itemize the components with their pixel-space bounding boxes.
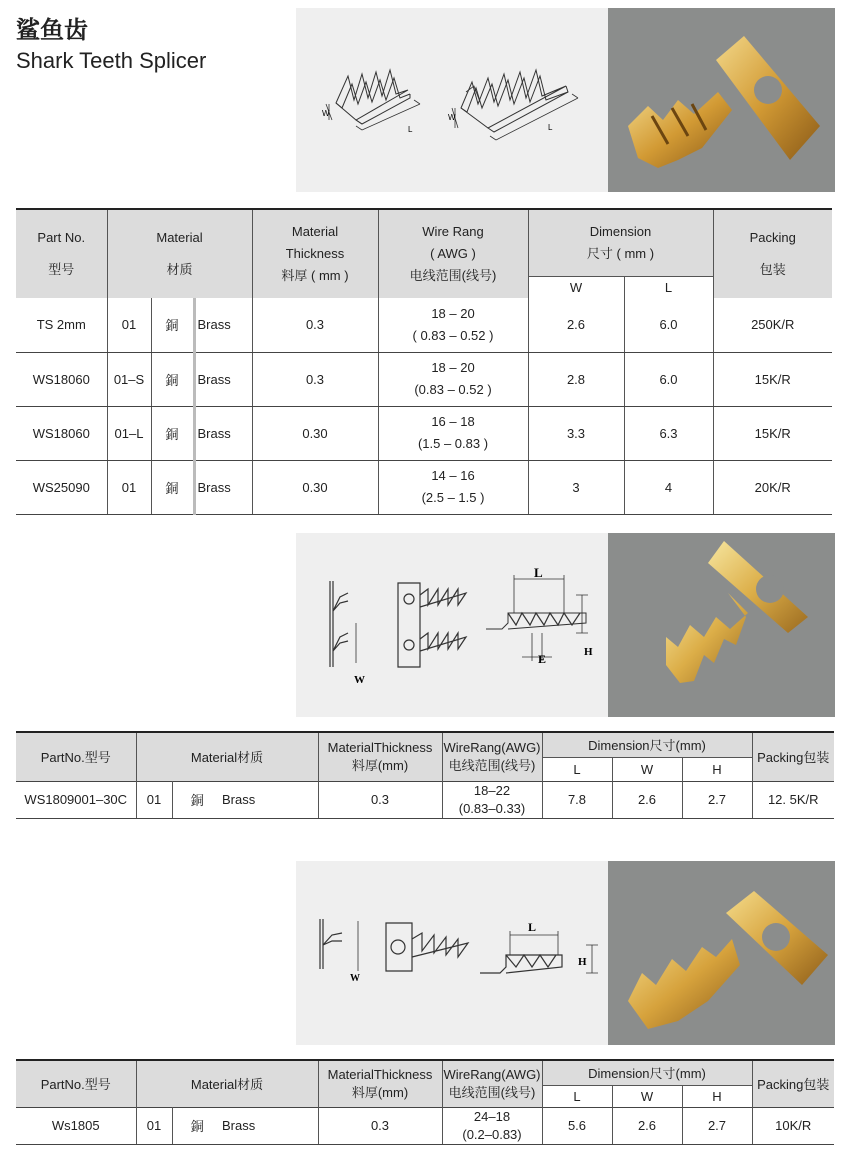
- wire-range: 18 – 20 (0.83 – 0.52 ): [378, 352, 528, 406]
- material-cn: 銅: [151, 298, 194, 352]
- dim-h: 2.7: [682, 1107, 752, 1144]
- material-cn: 銅: [172, 1107, 222, 1144]
- header-material: Material材质: [136, 733, 318, 781]
- header-thickness: MaterialThickness 料厚(mm): [318, 1061, 442, 1107]
- material-code: 01: [107, 460, 151, 514]
- header-dim-h: H: [682, 757, 752, 781]
- material-code: 01: [136, 1107, 172, 1144]
- thickness: 0.3: [252, 298, 378, 352]
- packing: 15K/R: [713, 406, 832, 460]
- header-material: Material 材质: [107, 210, 252, 298]
- wire-range: 18 – 20 ( 0.83 – 0.52 ): [378, 298, 528, 352]
- header-dimension: Dimension尺寸(mm): [542, 1061, 752, 1085]
- table-row: [16, 781, 834, 818]
- packing: 20K/R: [713, 460, 832, 514]
- material-cn: 銅: [151, 460, 194, 514]
- packing: 250K/R: [713, 298, 832, 352]
- wire-range: 14 – 16 (2.5 – 1.5 ): [378, 460, 528, 514]
- dim-l: 6.3: [624, 406, 713, 460]
- header-dimension: Dimension尺寸(mm): [542, 733, 752, 757]
- brass-splicer-image-3: [608, 861, 835, 1045]
- header-packing: Packing 包装: [713, 210, 832, 298]
- header-wire-range: Wire Rang ( AWG ) 电线范围(线号): [378, 210, 528, 298]
- dim-l: 6.0: [624, 298, 713, 352]
- material: Brass: [194, 298, 252, 352]
- part-no: WS18060: [16, 406, 107, 460]
- l-dimension-label: L: [408, 125, 413, 134]
- table-row: [16, 460, 832, 514]
- technical-drawing-1: [296, 8, 608, 192]
- thickness: 0.3: [318, 1107, 442, 1144]
- material-code: 01: [136, 781, 172, 818]
- material: Brass: [194, 352, 252, 406]
- wire-range: 18–22 (0.83–0.33): [442, 781, 542, 818]
- table-row: [16, 298, 832, 352]
- brass-splicer-image-1: [608, 8, 835, 192]
- page-title-cn: 鲨鱼齿: [16, 16, 88, 44]
- material-code: 01: [107, 298, 151, 352]
- product-photo-2: [608, 533, 835, 717]
- page-title: Shark Teeth Splicer: [16, 48, 207, 73]
- header-thickness: MaterialThickness 料厚(mm): [318, 733, 442, 781]
- technical-drawing-2: [296, 533, 608, 717]
- part-no: WS25090: [16, 460, 107, 514]
- splicer-line-drawing-1: [296, 8, 608, 192]
- header-dim-w: W: [612, 1085, 682, 1107]
- header-dim-h: H: [682, 1085, 752, 1107]
- part-no: TS 2mm: [16, 298, 107, 352]
- splicer-line-drawing-2: [296, 533, 608, 717]
- w-dimension-label: W: [354, 674, 365, 686]
- material-cn: 銅: [151, 352, 194, 406]
- thickness: 0.3: [318, 781, 442, 818]
- material-cn: 銅: [172, 781, 222, 818]
- dim-w: 3.3: [528, 406, 624, 460]
- part-no: Ws1805: [16, 1107, 136, 1144]
- l-dimension-label: L: [528, 920, 537, 934]
- spec-table-1: [16, 210, 832, 515]
- header-material: Material材质: [136, 1061, 318, 1107]
- part-no: WS1809001–30C: [16, 781, 136, 818]
- material-code: 01–S: [107, 352, 151, 406]
- material: Brass: [194, 460, 252, 514]
- dim-w: 3: [528, 460, 624, 514]
- thickness: 0.30: [252, 406, 378, 460]
- header-packing: Packing包装: [752, 733, 834, 781]
- material-cn: 銅: [151, 406, 194, 460]
- l-dimension-label: L: [534, 565, 543, 580]
- header-part-no: PartNo.型号: [16, 1061, 136, 1107]
- l-dimension-label: L: [548, 123, 553, 132]
- header-part-no: PartNo.型号: [16, 733, 136, 781]
- table-row: [16, 1107, 834, 1144]
- header-thickness: Material Thickness 料厚 ( mm ): [252, 210, 378, 298]
- table-row: [16, 406, 832, 460]
- brass-splicer-image-2: [608, 533, 835, 717]
- h-dimension-label: H: [584, 646, 593, 658]
- packing: 15K/R: [713, 352, 832, 406]
- packing: 10K/R: [752, 1107, 834, 1144]
- material-code: 01–L: [107, 406, 151, 460]
- part-no: WS18060: [16, 352, 107, 406]
- dim-h: 2.7: [682, 781, 752, 818]
- material: Brass: [194, 406, 252, 460]
- header-wire-range: WireRang(AWG) 电线范围(线号): [442, 1061, 542, 1107]
- dim-w: 2.6: [612, 1107, 682, 1144]
- header-dim-l: L: [542, 1085, 612, 1107]
- thickness: 0.3: [252, 352, 378, 406]
- splicer-line-drawing-3: [296, 861, 608, 1045]
- dim-w: 2.8: [528, 352, 624, 406]
- spec-table-2: [16, 733, 834, 819]
- header-dim-l: L: [542, 757, 612, 781]
- technical-drawing-3: [296, 861, 608, 1045]
- e-dimension-label: E: [538, 652, 547, 666]
- dim-w: 2.6: [528, 298, 624, 352]
- dim-w: 2.6: [612, 781, 682, 818]
- wire-range: 24–18 (0.2–0.83): [442, 1107, 542, 1144]
- header-packing: Packing包装: [752, 1061, 834, 1107]
- dim-l: 6.0: [624, 352, 713, 406]
- product-photo-3: [608, 861, 835, 1045]
- dim-l: 5.6: [542, 1107, 612, 1144]
- header-dim-w: W: [612, 757, 682, 781]
- header-wire-range: WireRang(AWG) 电线范围(线号): [442, 733, 542, 781]
- w-dimension-label: W: [322, 109, 330, 118]
- w-dimension-label: W: [448, 113, 456, 122]
- packing: 12. 5K/R: [752, 781, 834, 818]
- spec-table-3: [16, 1061, 834, 1145]
- h-dimension-label: H: [578, 956, 587, 968]
- material: Brass: [222, 781, 318, 818]
- header-dim-w: W: [528, 276, 624, 298]
- dim-l: 7.8: [542, 781, 612, 818]
- dim-l: 4: [624, 460, 713, 514]
- header-dim-l: L: [624, 276, 713, 298]
- table-row: [16, 352, 832, 406]
- header-part-no: Part No. 型号: [16, 210, 107, 298]
- product-photo-1: [608, 8, 835, 192]
- thickness: 0.30: [252, 460, 378, 514]
- header-dimension: Dimension 尺寸 ( mm ): [528, 210, 713, 276]
- material: Brass: [222, 1107, 318, 1144]
- w-dimension-label: W: [350, 973, 360, 984]
- wire-range: 16 – 18 (1.5 – 0.83 ): [378, 406, 528, 460]
